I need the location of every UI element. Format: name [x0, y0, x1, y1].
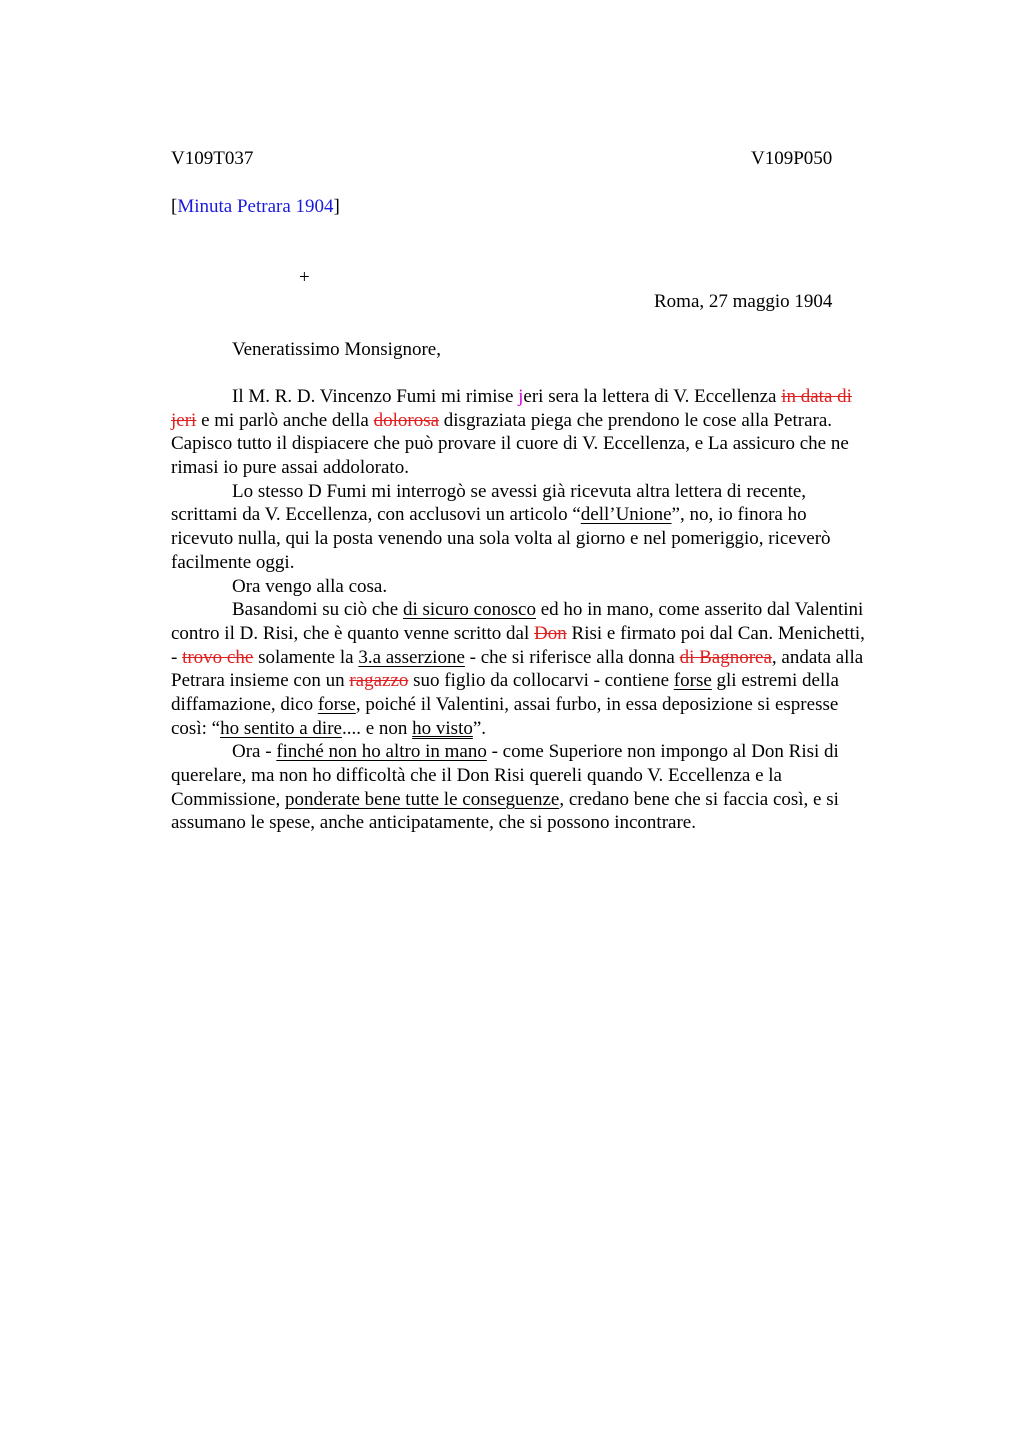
deleted-text: trovo che	[182, 646, 254, 668]
p4-line-3: - trovo che solamente la 3.a asserzione - che si riferisce alla donna di Bagnorea, andata alla	[171, 646, 864, 668]
underlined-text: ponderate bene tutte le conseguenze	[285, 788, 560, 810]
deleted-text: ragazzo	[349, 670, 409, 692]
p1-line-2: jeri e mi parlò anche della dolorosa disgraziata piega che prendono le cose alla Petrara.	[171, 409, 833, 431]
p4-line-1: Basandomi su ciò che di sicuro conosco ed ho in mano, come asserito dal Valentini	[232, 599, 864, 621]
underlined-text: finché non ho altro in mano	[276, 741, 487, 763]
p4-line-6: così: “ho sentito a dire.... e non ho visto”.	[171, 717, 487, 739]
p3-line-1: Ora vengo alla cosa.	[232, 575, 388, 597]
cross-symbol: +	[299, 267, 310, 288]
p5-line-4: assumano le spese, anche anticipatamente, che si possono incontrare.	[171, 812, 696, 834]
deleted-text: Don	[534, 622, 567, 644]
archive-code-right: V109P050	[751, 148, 833, 169]
p5-line-2: querelare, ma non ho difficoltà che il Don Risi quereli quando V. Eccellenza e la	[171, 765, 782, 786]
p2-line-2: scrittami da V. Eccellenza, con acclusovi un articolo “dell’Unione”, no, io finora ho	[171, 504, 807, 526]
p4-line-4: Petrara insieme con un ragazzo suo figlio da collocarvi - contiene forse gli estremi della	[171, 670, 839, 692]
deleted-text: dolorosa	[373, 409, 440, 431]
p1-line-3: Capisco tutto il dispiacere che può provare il cuore di V. Eccellenza, e La assicuro che ne	[171, 433, 849, 455]
deleted-text: in data di	[781, 386, 852, 407]
deleted-text: di Bagnorea	[679, 646, 772, 668]
underlined-text: forse	[673, 670, 712, 692]
document-title	[171, 197, 340, 216]
p5-line-3: Commissione, ponderate bene tutte le conseguenze, credano bene che si faccia così, e si	[171, 788, 839, 810]
p4-line-2: contro il D. Risi, che è quanto venne scritto dal Don Risi e firmato poi dal Can. Menichetti,	[171, 622, 865, 644]
salutation: Veneratissimo Monsignore,	[232, 339, 441, 360]
p5-line-1: Ora - finché non ho altro in mano - come Superiore non impongo al Don Risi di	[232, 741, 839, 763]
archive-code-left: V109T037	[171, 148, 254, 169]
p1-line-1: Il M. R. D. Vincenzo Fumi mi rimise jeri sera la lettera di V. Eccellenza in data di	[232, 386, 852, 407]
deleted-text: jeri	[171, 409, 197, 431]
place-date: Roma, 27 maggio 1904	[654, 291, 833, 312]
p2-line-1: Lo stesso D Fumi mi interrogò se avessi già ricevuta altra lettera di recente,	[232, 480, 807, 502]
p4-line-5: diffamazione, dico forse, poiché il Valentini, assai furbo, in essa deposizione si espresse	[171, 693, 839, 715]
title-open-bracket: [	[171, 196, 178, 217]
double-underlined-text: ho visto	[412, 717, 473, 739]
underlined-text: dell’Unione	[580, 504, 672, 526]
underlined-text: 3.a asserzione	[358, 646, 465, 668]
letter-body	[171, 385, 931, 835]
title-close-bracket: ]	[333, 196, 340, 217]
p2-line-3: ricevuto nulla, qui la posta venendo una sola volta al giorno e nel pomeriggio, riceverò	[171, 528, 831, 550]
title-link[interactable]: Minuta Petrara 1904	[177, 196, 334, 217]
p2-line-4: facilmente oggi.	[171, 551, 295, 573]
p1-line-4: rimasi io pure assai addolorato.	[171, 457, 409, 479]
underlined-text: di sicuro conosco	[402, 599, 536, 621]
underlined-text: ho sentito a dire	[220, 717, 342, 739]
underlined-text: forse	[317, 693, 356, 715]
